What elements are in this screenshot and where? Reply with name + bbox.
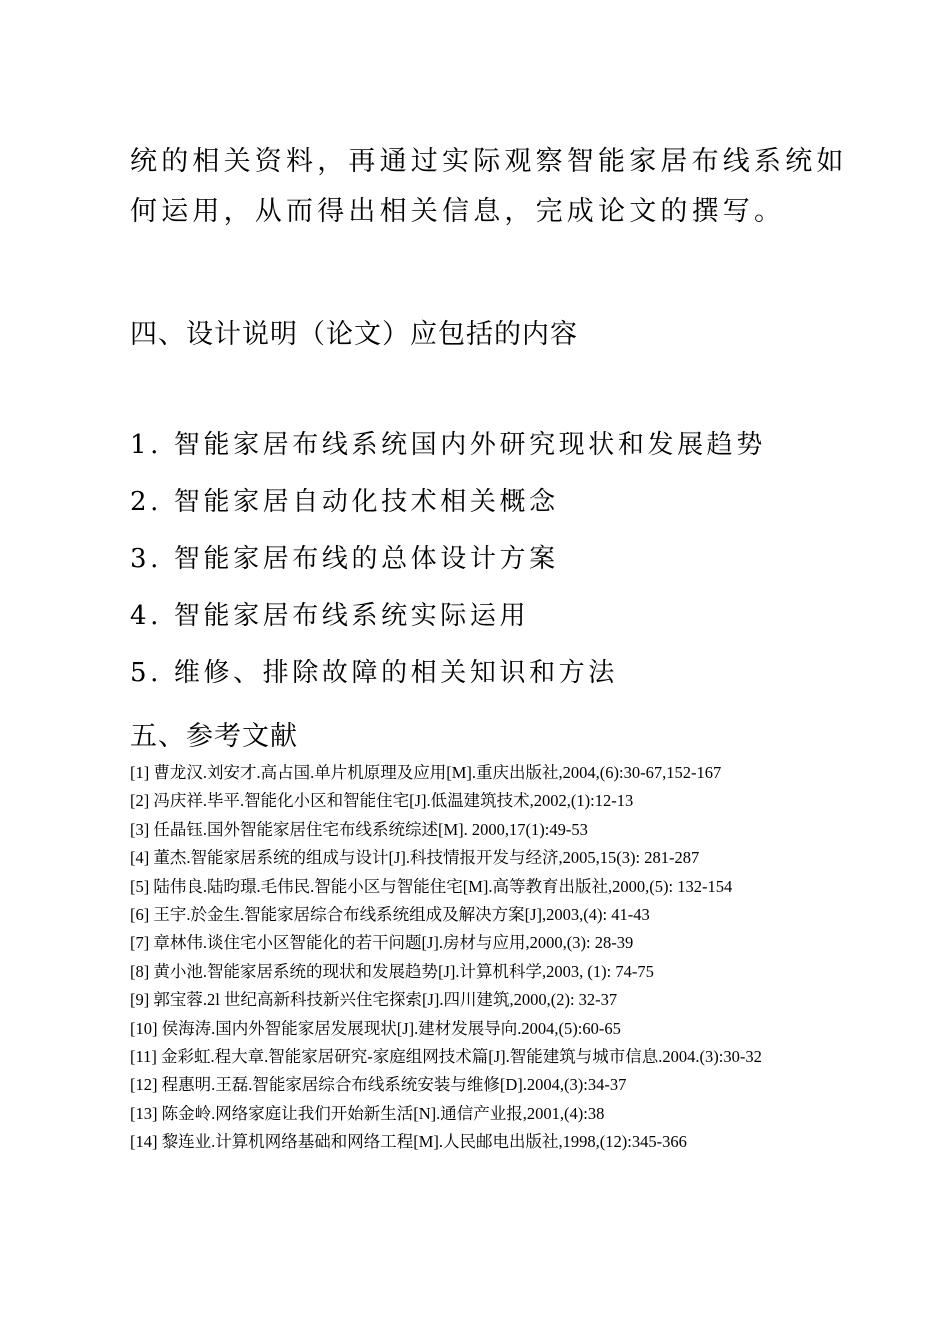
outline-item: 4. 智能家居布线系统实际运用 (130, 601, 530, 631)
reference-item: [2] 冯庆祥.毕平.智能化小区和智能住宅[J].低温建筑技术,2002,(1):12-13 (130, 791, 634, 811)
reference-item: [1] 曹龙汉.刘安才.高占国.单片机原理及应用[M].重庆出版社,2004,(6):30-67,152-167 (130, 763, 722, 782)
outline-item: 2. 智能家居自动化技术相关概念 (130, 487, 559, 517)
reference-item: [14] 黎连业.计算机网络基础和网络工程[M].人民邮电出版社,1998,(12):345-366 (130, 1132, 687, 1152)
outline-item: 5. 维修、排除故障的相关知识和方法 (130, 658, 618, 688)
reference-item: [9] 郭宝蓉.2l 世纪高新科技新兴住宅探索[J].四川建筑,2000,(2): 32-37 (130, 990, 618, 1010)
section-5-heading: 五、参考文献 (130, 721, 298, 752)
reference-item: [6] 王宇.於金生.智能家居综合布线系统组成及解决方案[J],2003,(4): 41-43 (130, 905, 650, 925)
reference-item: [7] 章林伟.谈住宅小区智能化的若干问题[J].房材与应用,2000,(3): 28-39 (130, 933, 634, 953)
reference-list (130, 759, 824, 1157)
reference-item: [12] 程惠明.王磊.智能家居综合布线系统安装与维修[D].2004,(3):34-37 (130, 1075, 627, 1095)
reference-item: [3] 任晶钰.国外智能家居住宅布线系统综述[M]. 2000,17(1):49-53 (130, 819, 588, 839)
reference-item: [10] 侯海涛.国内外智能家居发展现状[J].建材发展导向.2004,(5):60-65 (130, 1018, 621, 1038)
reference-item: [8] 黄小池.智能家居系统的现状和发展趋势[J].计算机科学,2003, (1): 74-75 (130, 961, 654, 981)
section-4-heading: 四、设计说明（论文）应包括的内容 (130, 319, 578, 350)
reference-item: [11] 金彩虹.程大章.智能家居研究-家庭组网技术篇[J].智能建筑与城市信息.2004.(3):30-32 (130, 1047, 762, 1067)
reference-item: [13] 陈金岭.网络家庭让我们开始新生活[N].通信产业报,2001,(4):38 (130, 1103, 605, 1123)
intro-line-2: 何运用，从而得出相关信息，完成论文的撰写。 (130, 196, 786, 227)
reference-item: [4] 董杰.智能家居系统的组成与设计[J].科技情报开发与经济,2005,15(3): 281-287 (130, 848, 700, 868)
content-outline-list (130, 420, 766, 705)
outline-item: 1. 智能家居布线系统国内外研究现状和发展趋势 (130, 430, 766, 460)
outline-item: 3. 智能家居布线的总体设计方案 (130, 544, 559, 574)
reference-item: [5] 陆伟良.陆昀璟.毛伟民.智能小区与智能住宅[M].高等教育出版社,2000,(5): 132-154 (130, 876, 733, 896)
intro-line-1: 统的相关资料，再通过实际观察智能家居布线系统如 (130, 146, 848, 177)
intro-paragraph (130, 137, 848, 237)
